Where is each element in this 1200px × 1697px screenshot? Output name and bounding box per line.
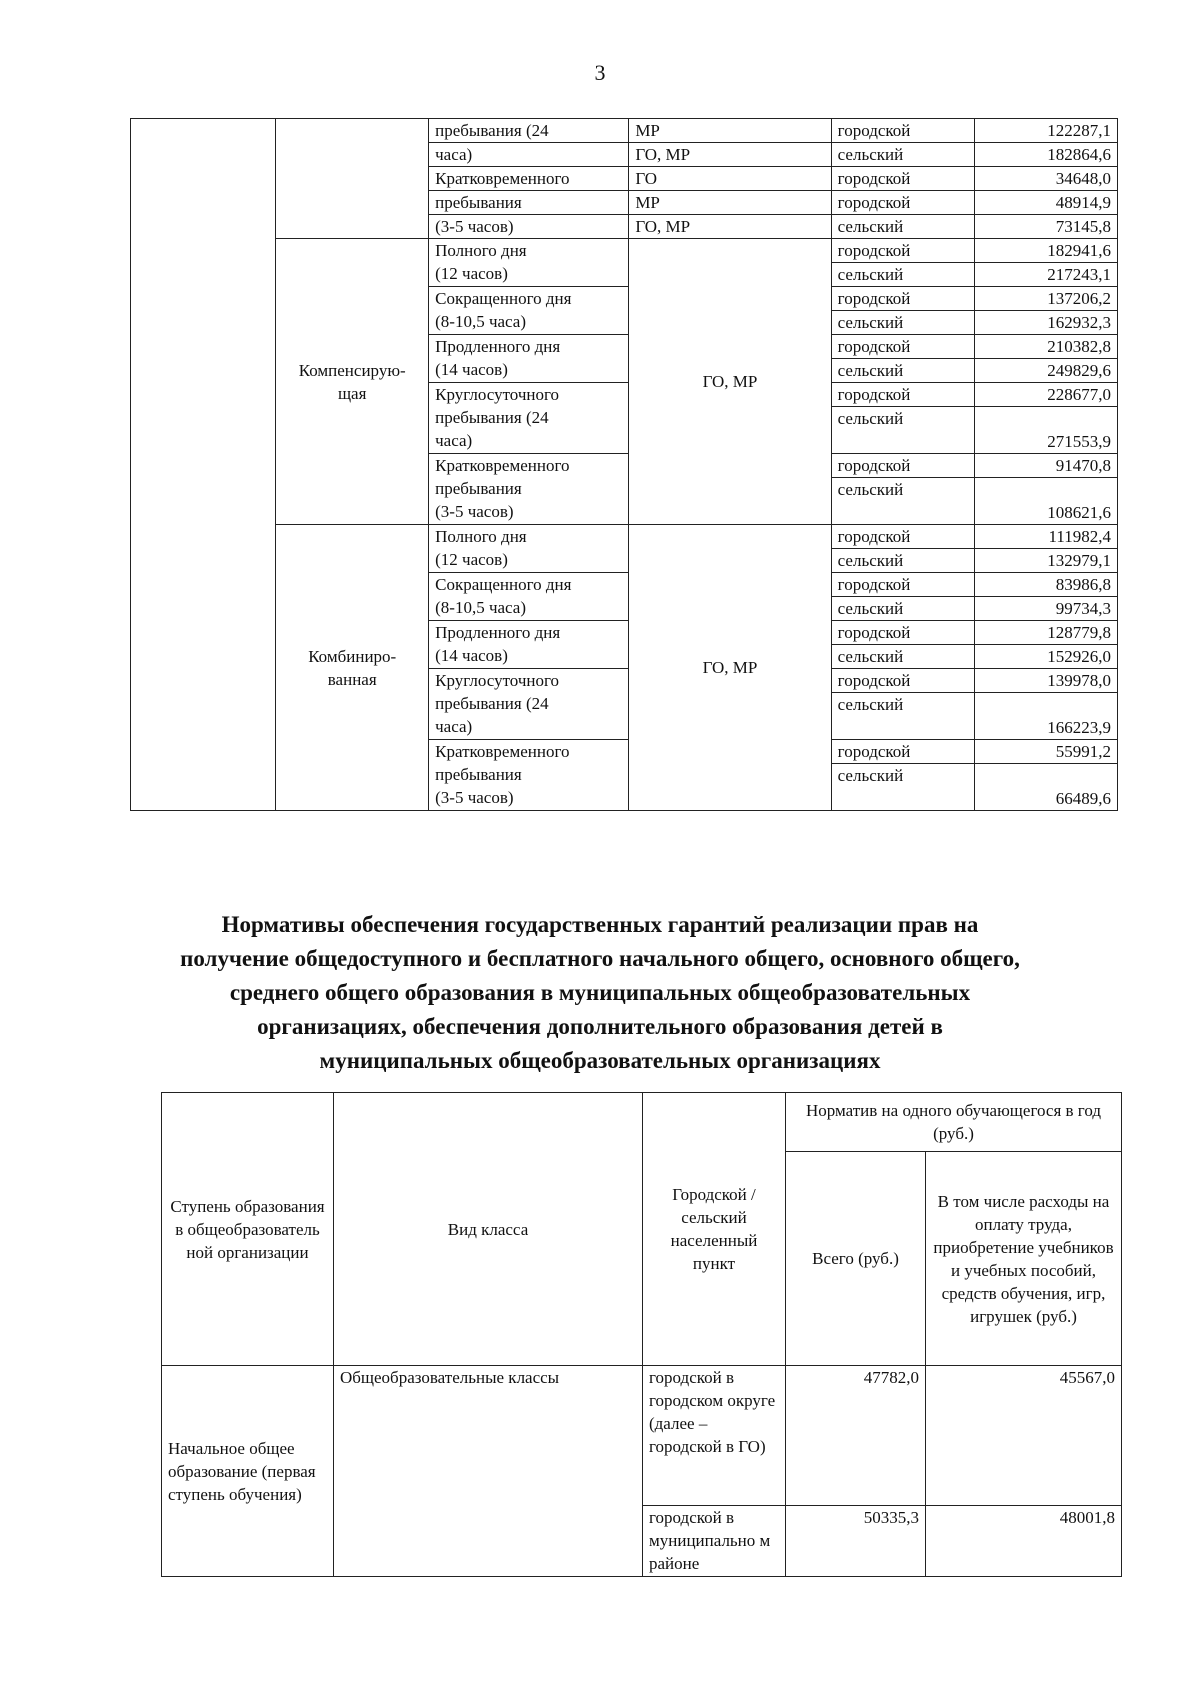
locality-type-cell: сельский	[831, 311, 974, 335]
value-cell: 91470,8	[974, 454, 1117, 478]
locality-type-cell: городской	[831, 287, 974, 311]
period-cell: Кратковременного пребывания (3-5 часов)	[429, 454, 629, 525]
munic-cell: ГО	[629, 167, 831, 191]
period-cell: пребывания (24	[429, 119, 629, 143]
value-cell: 108621,6	[974, 478, 1117, 525]
munic-cell: ГО, МР	[629, 239, 831, 525]
header-locality: Городской / сельский населенный пункт	[643, 1093, 786, 1366]
locality-type-cell: сельский	[831, 597, 974, 621]
locality-type-cell: сельский	[831, 693, 974, 740]
period-cell: Сокращенного дня (8-10,5 часа)	[429, 573, 629, 621]
value-cell: 122287,1	[974, 119, 1117, 143]
locality-type-cell: городской	[831, 167, 974, 191]
locality-type-cell: городской	[831, 621, 974, 645]
table-row	[131, 119, 1118, 143]
locality-type-cell: городской	[831, 119, 974, 143]
munic-cell: ГО, МР	[629, 215, 831, 239]
locality-type-cell: городской	[831, 525, 974, 549]
locality-type-cell: городской	[831, 191, 974, 215]
value-cell: 228677,0	[974, 383, 1117, 407]
title-line: организациях, обеспечения дополнительного образования детей в	[257, 1014, 943, 1039]
title-line: Нормативы обеспечения государственных гарантий реализации прав на	[221, 912, 979, 937]
value-cell: 83986,8	[974, 573, 1117, 597]
locality-type-cell: сельский	[831, 549, 974, 573]
class-type-cell: Общеобразовательные классы	[334, 1366, 643, 1577]
period-cell: Продленного дня (14 часов)	[429, 335, 629, 383]
locality-type-cell: городской	[831, 573, 974, 597]
munic-cell: МР	[629, 191, 831, 215]
period-cell: Кратковременного пребывания (3-5 часов)	[429, 740, 629, 811]
norms-table-continued	[130, 118, 1118, 811]
locality-type-cell: городской	[831, 740, 974, 764]
locality-type-cell: сельский	[831, 645, 974, 669]
group-name-cell: Компенсирую- щая	[276, 239, 429, 525]
value-cell: 66489,6	[974, 764, 1117, 811]
locality-cell: городской в городском округе (далее – городской в ГО)	[643, 1366, 786, 1506]
value-cell: 132979,1	[974, 549, 1117, 573]
section-title	[100, 908, 1100, 1078]
locality-type-cell: сельский	[831, 407, 974, 454]
incl-cell: 45567,0	[926, 1366, 1122, 1506]
locality-type-cell: городской	[831, 454, 974, 478]
header-total: Всего (руб.)	[786, 1152, 926, 1366]
level-cell: Начальное общее образование (первая ступень обучения)	[162, 1366, 334, 1577]
value-cell: 73145,8	[974, 215, 1117, 239]
value-cell: 182941,6	[974, 239, 1117, 263]
period-cell: часа)	[429, 143, 629, 167]
value-cell: 34648,0	[974, 167, 1117, 191]
page-number: 3	[594, 60, 606, 85]
total-cell: 50335,3	[786, 1506, 926, 1577]
locality-type-cell: сельский	[831, 263, 974, 287]
value-cell: 166223,9	[974, 693, 1117, 740]
table-row	[131, 239, 1118, 263]
locality-cell: городской в муниципально м районе	[643, 1506, 786, 1577]
value-cell: 99734,3	[974, 597, 1117, 621]
header-level: Ступень образования в общеобразователь ной организации	[162, 1093, 334, 1366]
period-cell: (3-5 часов)	[429, 215, 629, 239]
locality-type-cell: сельский	[831, 478, 974, 525]
period-cell: Круглосуточного пребывания (24 часа)	[429, 669, 629, 740]
value-cell: 182864,6	[974, 143, 1117, 167]
blank-cell	[276, 119, 429, 239]
blank-cell	[131, 119, 276, 811]
value-cell: 162932,3	[974, 311, 1117, 335]
header-norm: Норматив на одного обучающегося в год (руб.)	[786, 1093, 1122, 1152]
period-cell: Сокращенного дня (8-10,5 часа)	[429, 287, 629, 335]
value-cell: 271553,9	[974, 407, 1117, 454]
value-cell: 128779,8	[974, 621, 1117, 645]
value-cell: 152926,0	[974, 645, 1117, 669]
value-cell: 139978,0	[974, 669, 1117, 693]
incl-cell: 48001,8	[926, 1506, 1122, 1577]
header-class-type: Вид класса	[334, 1093, 643, 1366]
locality-type-cell: городской	[831, 669, 974, 693]
value-cell: 249829,6	[974, 359, 1117, 383]
locality-type-cell: городской	[831, 239, 974, 263]
period-cell: пребывания	[429, 191, 629, 215]
locality-type-cell: сельский	[831, 764, 974, 811]
value-cell: 111982,4	[974, 525, 1117, 549]
value-cell: 137206,2	[974, 287, 1117, 311]
title-line: муниципальных общеобразовательных организациях	[319, 1048, 881, 1073]
period-cell: Круглосуточного пребывания (24 часа)	[429, 383, 629, 454]
locality-type-cell: сельский	[831, 143, 974, 167]
munic-cell: ГО, МР	[629, 525, 831, 811]
table-row	[131, 525, 1118, 549]
locality-type-cell: городской	[831, 335, 974, 359]
school-norms-table	[161, 1092, 1122, 1577]
header-incl: В том числе расходы на оплату труда, приобретение учебников и учебных пособий, средств обучения, игр, игрушек (руб.)	[926, 1152, 1122, 1366]
value-cell: 48914,9	[974, 191, 1117, 215]
title-line: получение общедоступного и бесплатного начального общего, основного общего,	[180, 946, 1020, 971]
value-cell: 217243,1	[974, 263, 1117, 287]
period-cell: Кратковременного	[429, 167, 629, 191]
group-name-cell: Комбиниро- ванная	[276, 525, 429, 811]
munic-cell: МР	[629, 119, 831, 143]
value-cell: 210382,8	[974, 335, 1117, 359]
period-cell: Продленного дня (14 часов)	[429, 621, 629, 669]
munic-cell: ГО, МР	[629, 143, 831, 167]
value-cell: 55991,2	[974, 740, 1117, 764]
period-cell: Полного дня (12 часов)	[429, 239, 629, 287]
locality-type-cell: сельский	[831, 359, 974, 383]
title-line: среднего общего образования в муниципальных общеобразовательных	[229, 980, 971, 1005]
period-cell: Полного дня (12 часов)	[429, 525, 629, 573]
locality-type-cell: городской	[831, 383, 974, 407]
total-cell: 47782,0	[786, 1366, 926, 1506]
locality-type-cell: сельский	[831, 215, 974, 239]
